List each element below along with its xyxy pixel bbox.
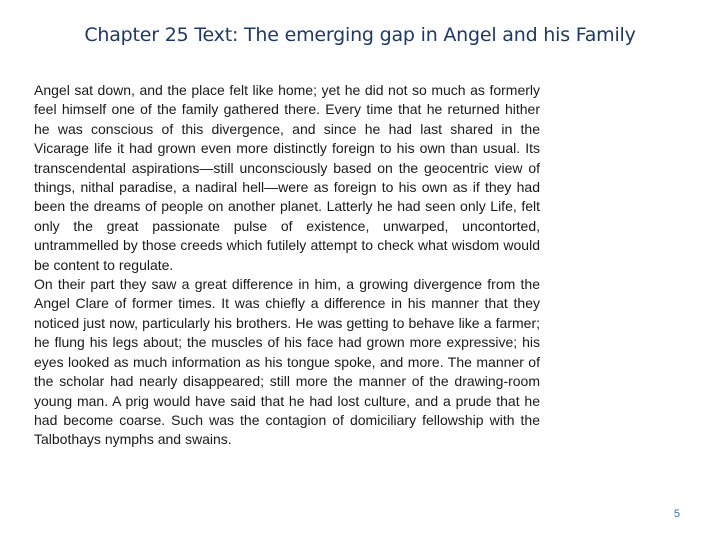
slide-title: Chapter 25 Text: The emerging gap in Angel and his Family: [84, 24, 636, 46]
page-number: 5: [673, 508, 680, 520]
paragraph-2: On their part they saw a great difference in him, a growing divergence from the Angel Clare of former times. It was chiefly a difference in his manner that they noticed just now, particularly his brothers. He was getting to behave like a farmer; he flung his legs about; the muscles of his face had grown more expressive; his eyes looked as much information as his tongue spoke, and more. The manner of the scholar had nearly disappeared; still more the manner of the drawing-room young man. A prig would have said that he had lost culture, and a prude that he had become coarse. Such was the contagion of domiciliary fellowship with the Talbothays nymphs and swains.: [34, 276, 540, 448]
paragraph-1: Angel sat down, and the place felt like home; yet he did not so much as formerly feel himself one of the family gathered there. Every time that he returned hither he was conscious of this divergence, and since he had last shared in the Vicarage life it had grown even more distinctly foreign to his own than usual. Its transcendental aspirations—still unconsciously based on the geocentric view of things, nithal paradise, a nadiral hell—were as foreign to his own as if they had been the dreams of people on another planet. Latterly he had seen only Life, felt only the great passionate pulse of existence, unwarped, uncontorted, untrammelled by those creeds which futilely attempt to check what wisdom would be content to regulate.: [34, 82, 540, 273]
body-text: [34, 81, 540, 450]
